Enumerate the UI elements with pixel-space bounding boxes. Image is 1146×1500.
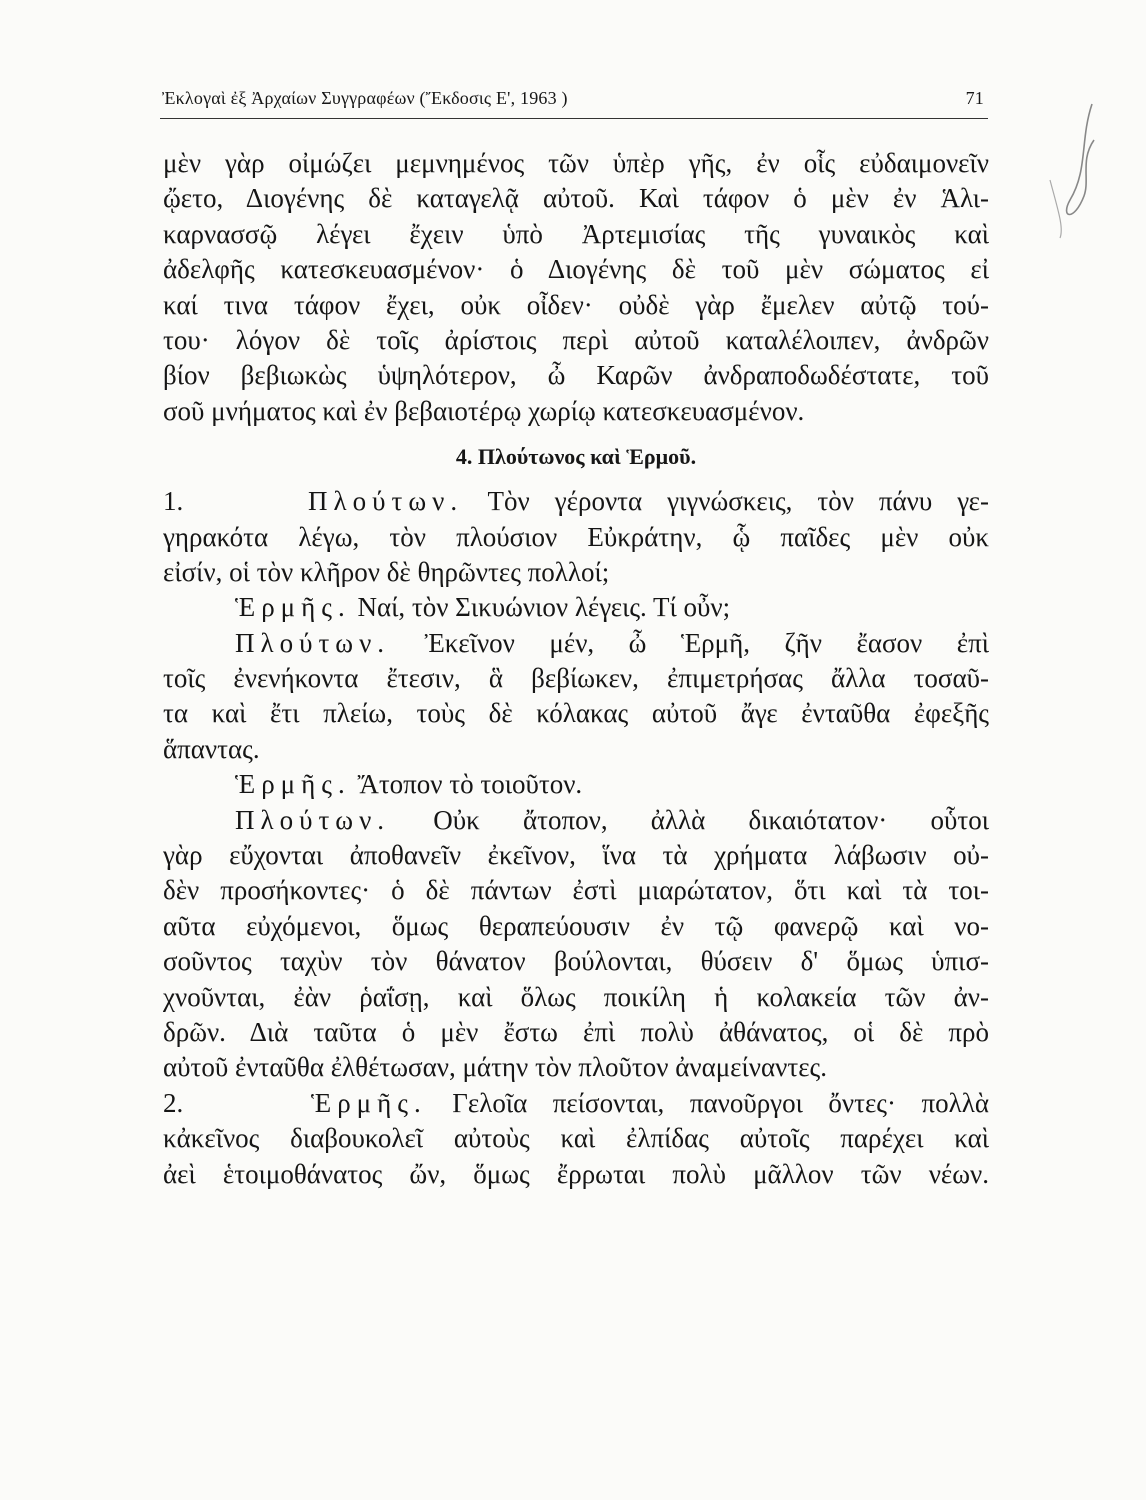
- speaker-name: Ἑρμῆς.: [235, 592, 351, 623]
- paragraph-number: 2.: [163, 1087, 184, 1118]
- header-rule: [160, 118, 988, 119]
- running-title: Ἐκλογαὶ ἐξ Ἀρχαίων Συγγραφέων (Ἔκδοσις Ε', 1963 ): [162, 88, 568, 108]
- text-line: βίον βεβιωκὼς ὑψηλότερον, ὦ Καρῶν ἀνδραποδωδέστατε, τοῦ: [163, 360, 989, 391]
- text-line: ἅπαντας.: [163, 733, 260, 764]
- dialogue-line: [163, 1086, 989, 1121]
- dialogue-text: Ναί, τὸν Σικυώνιον λέγεις. Τί οὖν;: [357, 592, 731, 623]
- text-line: εἰσίν, οἱ τὸν κλῆρον δὲ θηρῶντες πολλοί;: [163, 556, 610, 587]
- text-line: αῦτα εὐχόμενοι, ὅμως θεραπεύουσιν ἐν τῷ φανερῷ καὶ νο-: [163, 910, 989, 941]
- dialogue-line: [163, 767, 989, 802]
- dialogue-text: Γελοῖα πείσονται, πανοῦργοι ὄντες· πολλὰ: [452, 1087, 989, 1118]
- speaker-name: Πλούτων.: [235, 804, 391, 835]
- dialogue-text: Ἄτοπον τὸ τοιοῦτον.: [357, 769, 583, 800]
- section-heading: 4. Πλούτωνος καὶ Ἑρμοῦ.: [455, 444, 697, 470]
- text-line: ἀεὶ ἑτοιμοθάνατος ὤν, ὅμως ἔρρωται πολὺ μᾶλλον τῶν νέων.: [163, 1158, 989, 1189]
- dialogue-line: [163, 803, 989, 838]
- page-header: [162, 82, 988, 112]
- text-line: καρνασσῷ λέγει ἔχειν ὑπὸ Ἀρτεμισίας τῆς γυναικὸς καὶ: [163, 218, 989, 249]
- paragraph-number: 1.: [163, 486, 184, 517]
- speaker-name: Πλούτων.: [308, 486, 464, 517]
- text-line: γηρακότα λέγω, τὸν πλούσιον Εὐκράτην, ᾧ παῖδες μὲν οὐκ: [163, 521, 989, 552]
- text-line: σοῦ μνήματος καὶ ἐν βεβαιοτέρῳ χωρίῳ κατεσκευασμένον.: [163, 395, 805, 426]
- dialogue-line: [163, 590, 989, 625]
- main-text: [163, 146, 989, 1192]
- dialogue-line: [163, 626, 989, 661]
- text-line: χνοῦνται, ἐὰν ῥαΐσῃ, καὶ ὅλως ποικίλη ἡ κολακεία τῶν ἀν-: [163, 981, 989, 1012]
- dialogue-line: [163, 484, 989, 519]
- pencil-mark: [1040, 100, 1100, 240]
- speaker-name: Ἑρμῆς.: [235, 769, 351, 800]
- text-line: σοῦντος ταχὺν τὸν θάνατον βούλονται, θύσειν δ' ὅμως ὑπισ-: [163, 946, 989, 977]
- text-line: ἀδελφῆς κατεσκευασμένον· ὁ Διογένης δὲ τοῦ μὲν σώματος εἰ: [163, 254, 989, 285]
- text-line: γὰρ εὔχονται ἀποθανεῖν ἐκεῖνον, ἵνα τὰ χρήματα λάβωσιν οὐ-: [163, 840, 989, 871]
- text-line: κἀκεῖνος διαβουκολεῖ αὐτοὺς καὶ ἐλπίδας αὐτοῖς παρέχει καὶ: [163, 1123, 989, 1154]
- speaker-name: Ἑρμῆς.: [311, 1087, 427, 1118]
- text-line: τα καὶ ἔτι πλείω, τοὺς δὲ κόλακας αὐτοῦ ἄγε ἐνταῦθα ἐφεξῆς: [163, 698, 989, 729]
- text-line: του· λόγον δὲ τοῖς ἀρίστοις περὶ αὐτοῦ καταλέλοιπεν, ἀνδρῶν: [163, 324, 989, 355]
- speaker-name: Πλούτων.: [235, 627, 391, 658]
- text-line: τοῖς ἐνενήκοντα ἔτεσιν, ἃ βεβίωκεν, ἐπιμετρήσας ἄλλα τοσαῦ-: [163, 663, 989, 694]
- dialogue-text: Ἐκεῖνον μέν, ὦ Ἑρμῆ, ζῆν ἔασον ἐπὶ: [424, 627, 989, 658]
- text-line: δρῶν. Διὰ ταῦτα ὁ μὲν ἔστω ἐπὶ πολὺ ἀθάνατος, οἱ δὲ πρὸ: [163, 1016, 989, 1047]
- page-number: 71: [965, 88, 984, 108]
- text-line: αὐτοῦ ἐνταῦθα ἐλθέτωσαν, μάτην τὸν πλοῦτον ἀναμείναντες.: [163, 1052, 827, 1083]
- text-line: καί τινα τάφον ἔχει, οὐκ οἶδεν· οὐδὲ γὰρ ἔμελεν αὐτῷ τού-: [163, 289, 989, 320]
- dialogue-text: Τὸν γέροντα γιγνώσκεις, τὸν πάνυ γε-: [487, 486, 989, 517]
- text-line: ᾤετο, Διογένης δὲ καταγελᾷ αὐτοῦ. Καὶ τάφον ὁ μὲν ἐν Ἁλι-: [163, 183, 989, 214]
- text-line: μὲν γὰρ οἰμώζει μεμνημένος τῶν ὑπὲρ γῆς, ἐν οἷς εὐδαιμονεῖν: [163, 148, 989, 178]
- dialogue-text: Οὐκ ἄτοπον, ἀλλὰ δικαιότατον· οὗτοι: [433, 804, 989, 835]
- text-line: δὲν προσήκοντες· ὁ δὲ πάντων ἐστὶ μιαρώτατον, ὅτι καὶ τὰ τοι-: [163, 875, 989, 906]
